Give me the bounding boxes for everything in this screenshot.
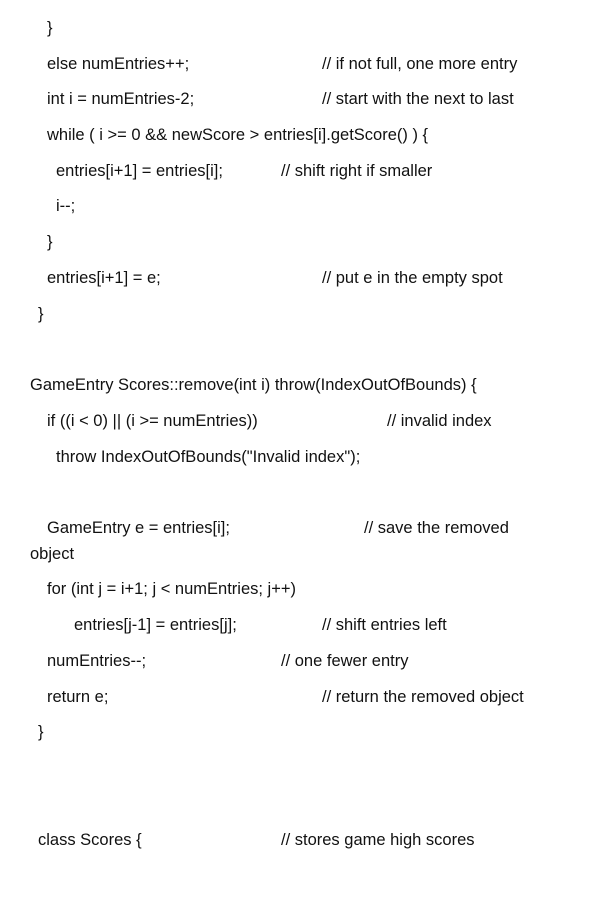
code-line	[0, 650, 605, 680]
code-text: entries[i+1] = entries[i];	[56, 162, 223, 180]
code-text: i--;	[56, 197, 76, 215]
code-text: class Scores {	[38, 831, 142, 849]
code-line	[0, 267, 605, 297]
code-text: int i = numEntries-2;	[47, 90, 195, 108]
code-comment: // shift right if smaller	[281, 162, 433, 180]
code-line	[0, 543, 605, 573]
code-line	[0, 829, 605, 859]
code-line	[0, 160, 605, 190]
code-text: object	[30, 545, 75, 563]
code-comment: // one fewer entry	[281, 652, 409, 670]
code-text: throw IndexOutOfBounds("Invalid index");	[56, 448, 361, 466]
code-comment: // invalid index	[387, 412, 492, 430]
code-line	[0, 686, 605, 716]
code-line	[0, 578, 605, 608]
code-text: entries[i+1] = e;	[47, 269, 161, 287]
code-comment: // stores game high scores	[281, 831, 475, 849]
code-line	[0, 721, 605, 751]
code-line	[0, 231, 605, 261]
code-text: }	[47, 19, 53, 37]
code-line	[0, 53, 605, 83]
code-comment: // save the removed	[364, 519, 509, 537]
code-line	[0, 303, 605, 333]
code-text: else numEntries++;	[47, 55, 190, 73]
code-text: GameEntry Scores::remove(int i) throw(IndexOutOfBounds) {	[30, 376, 477, 394]
code-text: if ((i < 0) || (i >= numEntries))	[47, 412, 258, 430]
code-comment: // if not full, one more entry	[322, 55, 518, 73]
code-line	[0, 88, 605, 118]
code-text: numEntries--;	[47, 652, 147, 670]
code-comment: // put e in the empty spot	[322, 269, 503, 287]
code-text: while ( i >= 0 && newScore > entries[i].getScore() ) {	[47, 126, 429, 144]
code-text: }	[47, 233, 53, 251]
code-line	[0, 410, 605, 440]
code-text: for (int j = i+1; j < numEntries; j++)	[47, 580, 296, 598]
code-line	[0, 124, 605, 154]
code-text: }	[38, 723, 44, 741]
code-line	[0, 195, 605, 225]
code-line	[0, 17, 605, 47]
code-text: }	[38, 305, 44, 323]
code-line	[0, 614, 605, 644]
code-text: entries[j-1] = entries[j];	[74, 616, 237, 634]
code-comment: // return the removed object	[322, 688, 524, 706]
code-text: GameEntry e = entries[i];	[47, 519, 230, 537]
code-line	[0, 446, 605, 476]
code-comment: // shift entries left	[322, 616, 447, 634]
code-text: return e;	[47, 688, 109, 706]
code-line	[0, 374, 605, 404]
code-comment: // start with the next to last	[322, 90, 514, 108]
